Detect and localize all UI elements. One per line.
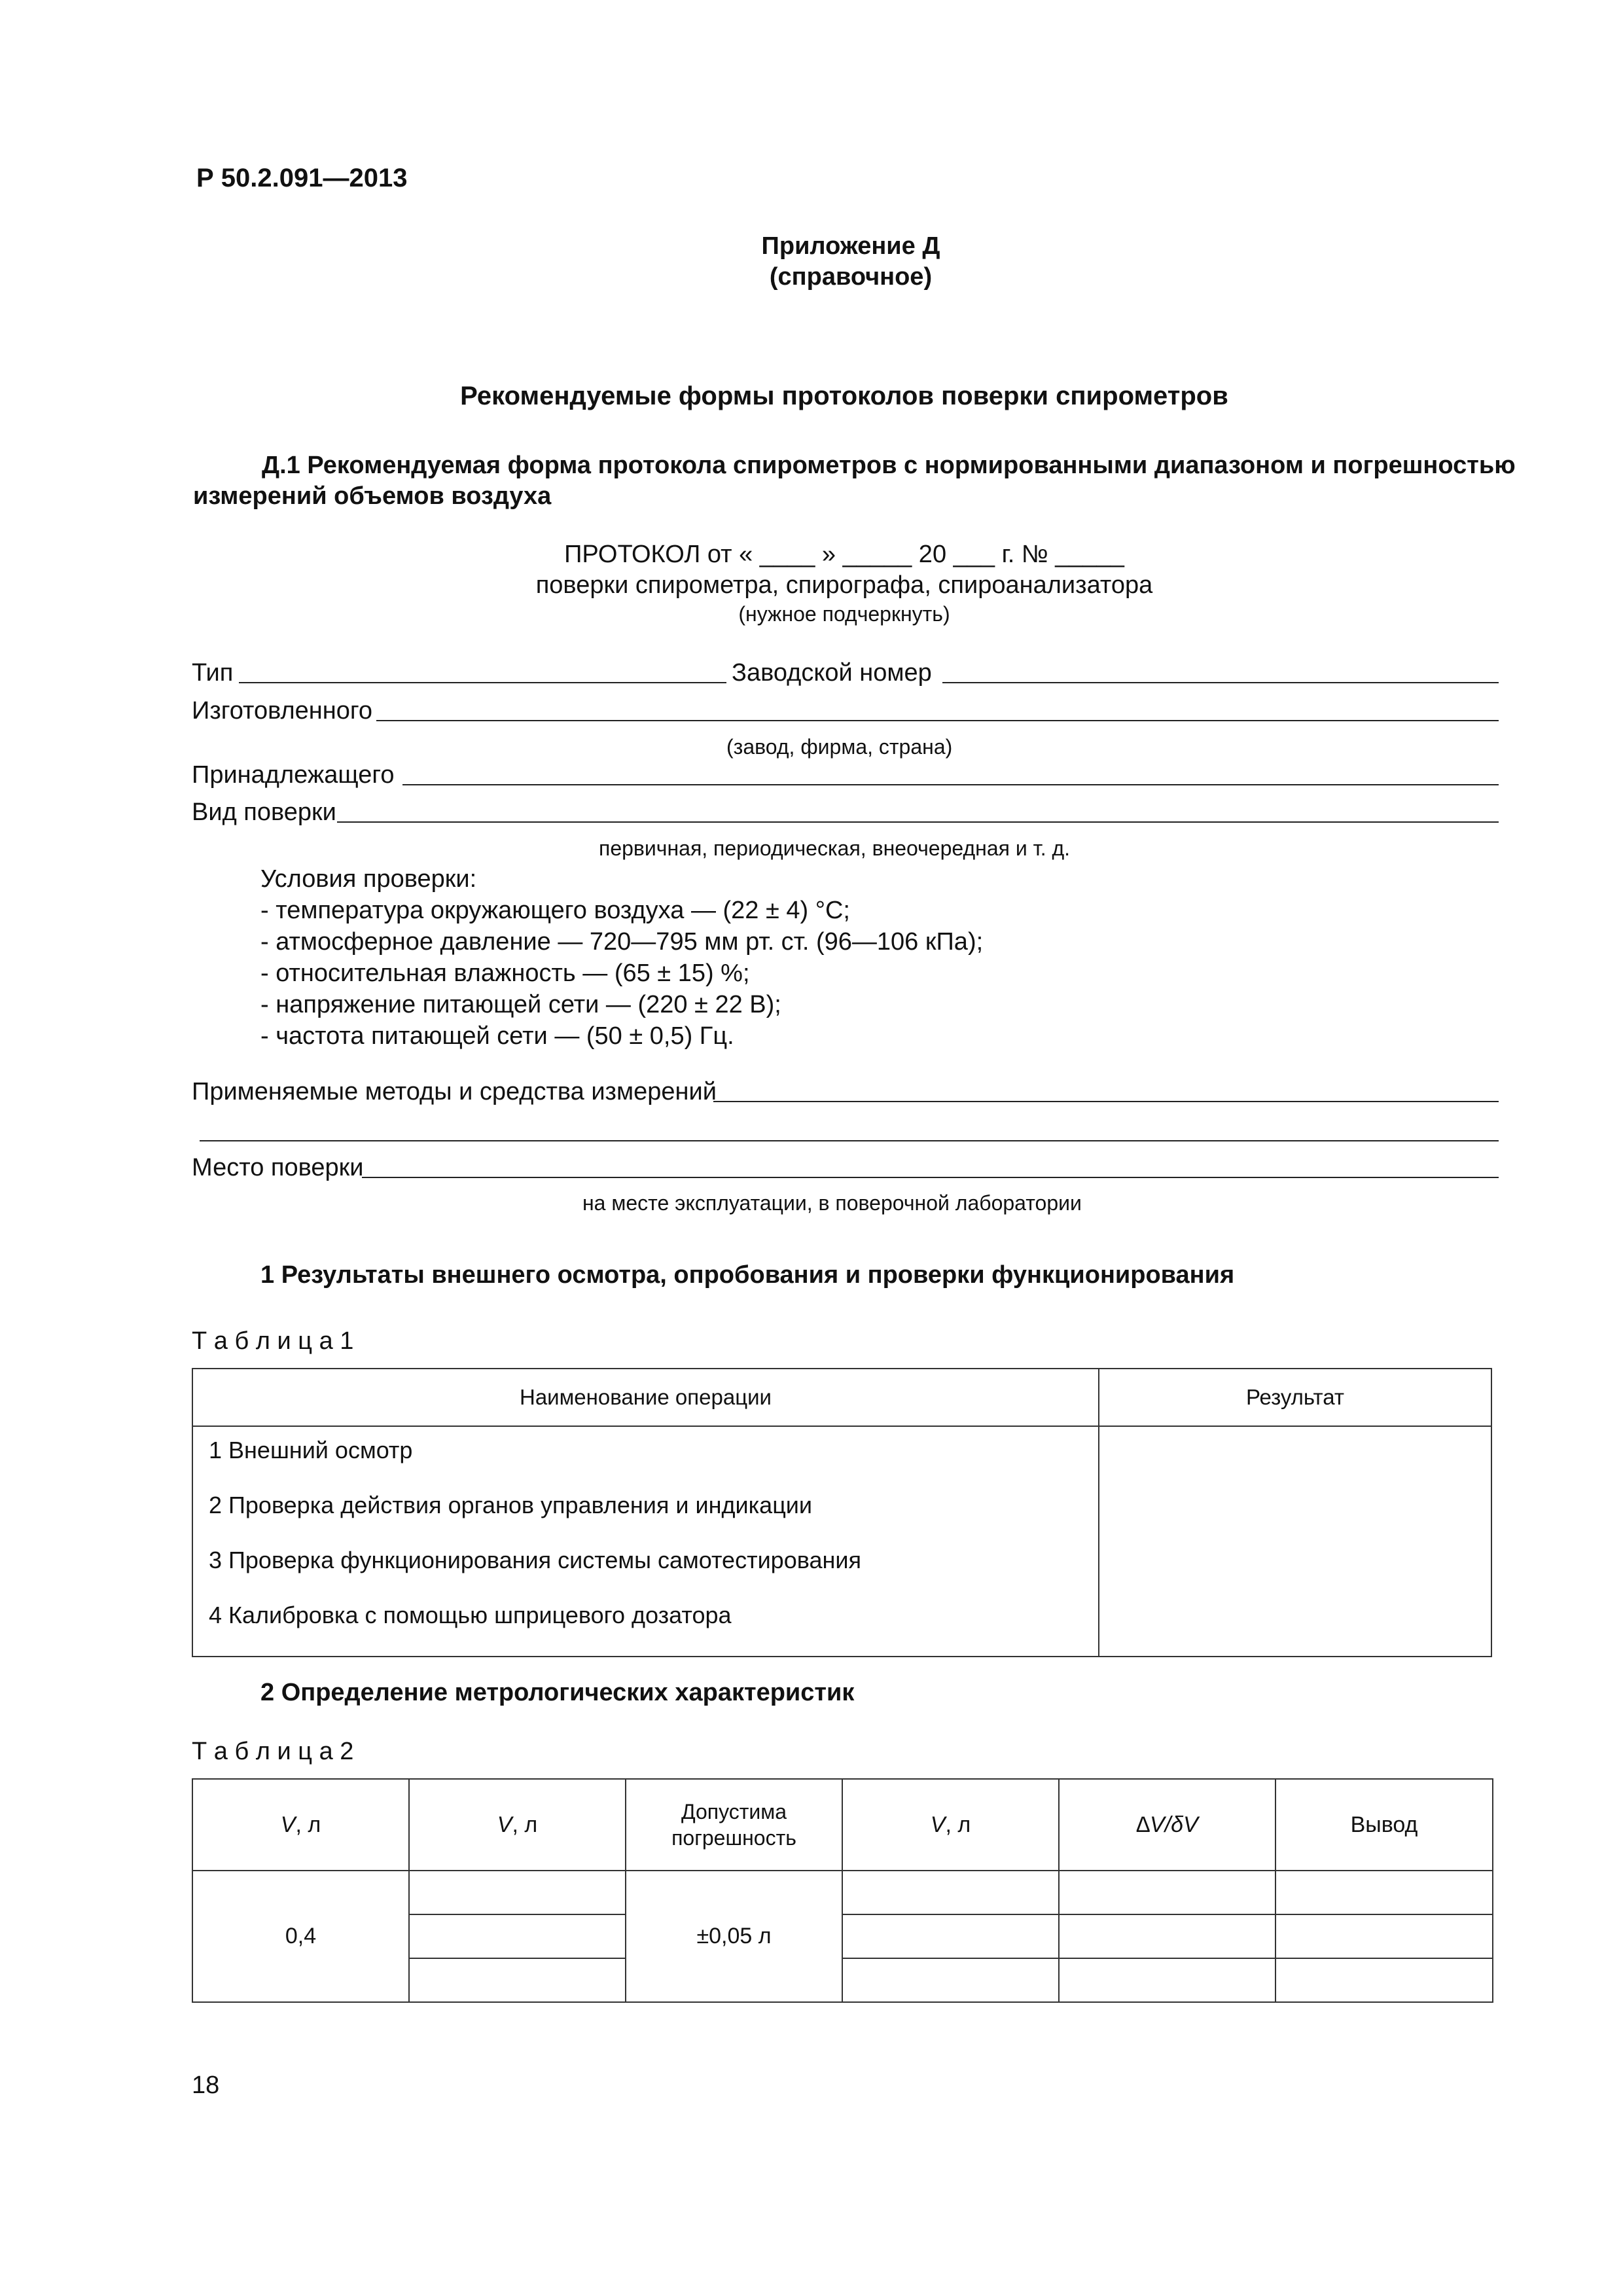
table2 <box>192 1778 1493 2003</box>
table1-operation-item: 1 Внешний осмотр <box>209 1437 413 1463</box>
section-d1-line2: измерений объемов воздуха <box>193 482 552 510</box>
table2-cell[interactable] <box>1275 1871 1493 1914</box>
table2-cell[interactable] <box>842 1871 1059 1914</box>
condition-temperature: - температура окружающего воздуха — (22 ± 4) °С; <box>260 897 850 924</box>
table2-header-conclusion: Вывод <box>1275 1779 1493 1871</box>
section2-title: 2 Определение метрологических характеристик <box>260 1679 855 1706</box>
protocol-subtitle: поверки спирометра, спирографа, спироанализатора <box>535 571 1153 599</box>
table1-label: Т а б л и ц а 1 <box>192 1327 354 1355</box>
owner-field[interactable] <box>402 784 1499 785</box>
table1 <box>192 1368 1492 1657</box>
verification-type-label: Вид поверки <box>192 798 336 826</box>
table2-header-v-mean: V, л <box>842 1779 1059 1871</box>
verification-type-field[interactable] <box>337 821 1499 823</box>
type-label: Тип <box>192 659 234 687</box>
serial-number-field[interactable] <box>942 682 1499 683</box>
appendix-title: Приложение Д <box>761 232 940 260</box>
table2-header-error: ∆V/δV <box>1059 1779 1275 1871</box>
place-label: Место поверки <box>192 1154 364 1181</box>
methods-field[interactable] <box>713 1101 1499 1102</box>
table1-operations-cell <box>192 1426 1099 1657</box>
serial-label: Заводской номер <box>732 659 932 687</box>
main-title: Рекомендуемые формы протоколов поверки спирометров <box>460 382 1228 410</box>
table1-operation-item: 2 Проверка действия органов управления и индикации <box>209 1492 813 1518</box>
table2-cell[interactable] <box>1059 1958 1275 2002</box>
table2-cell[interactable] <box>1059 1914 1275 1958</box>
type-field[interactable] <box>239 682 726 683</box>
table1-operation-item: 4 Калибровка с помощью шприцевого дозатора <box>209 1602 732 1628</box>
protocol-note: (нужное подчеркнуть) <box>738 602 950 626</box>
conditions-title: Условия проверки: <box>260 865 477 893</box>
table2-nominal-value: 0,4 <box>192 1871 409 2002</box>
table2-cell[interactable] <box>409 1958 626 2002</box>
table2-cell[interactable] <box>842 1914 1059 1958</box>
document-code: Р 50.2.091—2013 <box>196 164 408 192</box>
table2-cell[interactable] <box>842 1958 1059 2002</box>
table1-header-operation: Наименование операции <box>192 1369 1099 1426</box>
verification-type-hint: первичная, периодическая, внеочередная и т. д. <box>599 836 1071 860</box>
table2-header-tolerance: Допустима погрешность <box>626 1779 842 1871</box>
manufactured-field[interactable] <box>376 720 1499 721</box>
protocol-title: ПРОТОКОЛ от « ____ » _____ 20 ___ г. № _____ <box>564 541 1124 568</box>
owner-label: Принадлежащего <box>192 761 395 789</box>
section1-title: 1 Результаты внешнего осмотра, опробования и проверки функционирования <box>260 1261 1235 1289</box>
table1-header-result: Результат <box>1099 1369 1491 1426</box>
condition-humidity: - относительная влажность — (65 ± 15) %; <box>260 960 750 987</box>
methods-label: Применяемые методы и средства измерений <box>192 1078 717 1105</box>
page-number: 18 <box>192 2072 220 2099</box>
table2-cell[interactable] <box>1059 1871 1275 1914</box>
condition-voltage: - напряжение питающей сети — (220 ± 22 В); <box>260 991 781 1018</box>
table2-header-v-nominal: V, л <box>192 1779 409 1871</box>
manufactured-hint: (завод, фирма, страна) <box>726 735 953 759</box>
condition-pressure: - атмосферное давление — 720—795 мм рт. ст. (96—106 кПа); <box>260 928 984 956</box>
condition-frequency: - частота питающей сети — (50 ± 0,5) Гц. <box>260 1022 734 1050</box>
methods-field-continuation[interactable] <box>200 1140 1499 1141</box>
place-hint: на месте эксплуатации, в поверочной лаборатории <box>582 1191 1082 1215</box>
manufactured-label: Изготовленного <box>192 697 373 725</box>
table2-cell[interactable] <box>409 1871 626 1914</box>
table1-operation-item: 3 Проверка функционирования системы самотестирования <box>209 1547 861 1573</box>
section-d1-line1: Д.1 Рекомендуемая форма протокола спирометров с нормированными диапазоном и погрешностью <box>262 452 1516 479</box>
table2-header-v-measured: V, л <box>409 1779 626 1871</box>
table1-result-cell[interactable] <box>1099 1426 1491 1657</box>
table2-cell[interactable] <box>1275 1914 1493 1958</box>
appendix-subtitle: (справочное) <box>769 263 933 291</box>
table2-cell[interactable] <box>409 1914 626 1958</box>
table2-cell[interactable] <box>1275 1958 1493 2002</box>
table2-tolerance-value: ±0,05 л <box>626 1871 842 2002</box>
place-field[interactable] <box>362 1177 1499 1178</box>
table2-label: Т а б л и ц а 2 <box>192 1738 354 1765</box>
